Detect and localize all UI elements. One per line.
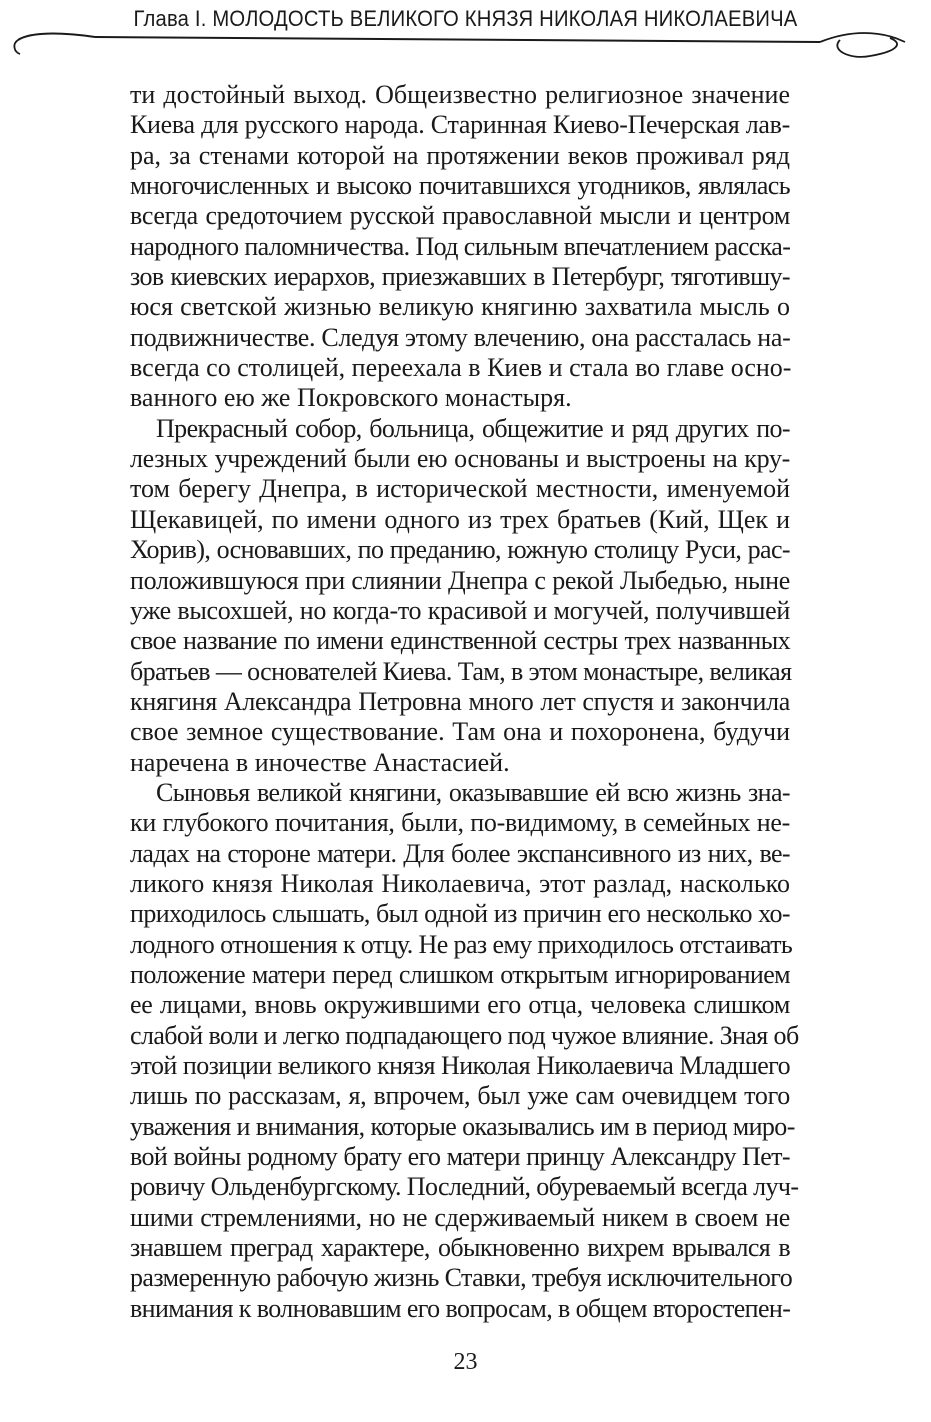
text-line: Киева для русского народа. Старинная Киево-Печерская лав- (130, 110, 790, 140)
text-line: знавшем преград характере, обыкновенно вихрем врывался в (130, 1233, 790, 1263)
text-line: положение матери перед слишком открытым игнорированием (130, 959, 790, 989)
text-line: зов киевских иерархов, приезжавших в Петербург, тяготившу- (130, 262, 790, 292)
paragraph-2 (130, 414, 790, 778)
text-line: приходилось слышать, был одной из причин его несколько хо- (130, 899, 790, 929)
text-line: вой войны родному брату его матери принцу Александру Пет- (130, 1142, 790, 1172)
text-line: шими стремлениями, но не сдерживаемый никем в своем не (130, 1202, 790, 1232)
text-line: юся светской жизнью великую княгиню захватила мысль о (130, 292, 790, 322)
text-line: Хорив), основавших, по преданию, южную столицу Руси, рас- (130, 535, 790, 565)
text-line: ее лицами, вновь окружившими его отца, человека слишком (130, 990, 790, 1020)
chapter-title: Глава I. МОЛОДОСТЬ ВЕЛИКОГО КНЯЗЯ НИКОЛАЯ НИКОЛАЕВИЧА (133, 6, 798, 31)
text-line: братьев — основателей Киева. Там, в этом монастыре, великая (130, 656, 792, 686)
body-text (130, 80, 799, 1324)
text-line: ровичу Ольденбургскому. Последний, обуреваемый всегда луч- (130, 1172, 799, 1202)
paragraph-3 (130, 777, 799, 1324)
text-line: народного паломничества. Под сильным впечатлением расска- (130, 231, 791, 261)
text-line: внимания к волновавшим его вопросам, в общем второстепен- (130, 1293, 791, 1323)
page-number: 23 (453, 1349, 478, 1375)
text-line: всегда со столицей, переехала в Киев и стала во главе осно- (130, 353, 792, 383)
text-line: Сыновья великой княгини, оказывавшие ей всю жизнь зна- (156, 777, 790, 807)
text-line: уже высохшей, но когда-то красивой и могучей, получившей (130, 595, 790, 625)
text-line: размеренную рабочую жизнь Ставки, требуя исключительного (130, 1263, 793, 1293)
text-line: ки глубокого почитания, были, по-видимому, в семейных не- (130, 808, 790, 838)
text-line: ванного ею же Покровского монастыря. (130, 383, 572, 413)
text-line: всегда средоточием русской православной мысли и центром (130, 201, 790, 231)
text-line: том берегу Днепра, в исторической местности, именуемой (130, 474, 790, 504)
text-line: подвижничестве. Следуя этому влечению, она рассталась на- (130, 322, 791, 352)
text-line: лишь по рассказам, я, впрочем, был уже сам очевидцем того (130, 1081, 790, 1111)
text-line: слабой воли и легко подпадающего под чужое влияние. Зная об (130, 1020, 799, 1050)
text-line: многочисленных и высоко почитавшихся угодников, являлась (130, 171, 790, 201)
header-ornament-rule (0, 28, 931, 68)
text-line: княгиня Александра Петровна много лет спустя и закончила (130, 686, 790, 716)
text-line: свое название по имени единственной сестры трех названных (130, 626, 790, 656)
text-line: свое земное существование. Там она и похоронена, будучи (130, 717, 790, 747)
text-line: Щекавицей, по имени одного из трех братьев (Кий, Щек и (130, 504, 790, 534)
text-line: ти достойный выход. Общеизвестно религиозное значение (130, 80, 790, 109)
text-line: лодного отношения к отцу. Не раз ему приходилось отстаивать (130, 929, 793, 959)
running-header (0, 0, 931, 80)
text-line: этой позиции великого князя Николая Николаевича Младшего (130, 1051, 790, 1080)
text-line: уважения и внимания, которые оказывались им в период миро- (130, 1111, 795, 1141)
paragraph-1 (130, 80, 790, 414)
text-line: ладах на стороне матери. Для более экспансивного из них, ве- (130, 838, 790, 868)
text-line: лезных учреждений были ею основаны и выстроены на кру- (130, 444, 790, 474)
text-line: ликого князя Николая Николаевича, этот разлад, насколько (130, 868, 790, 898)
text-line: Прекрасный собор, больница, общежитие и ряд других по- (156, 413, 790, 443)
text-line: наречена в иночестве Анастасией. (130, 747, 510, 777)
text-line: ра, за стенами которой на протяжении веков проживал ряд (130, 140, 790, 170)
text-line: положившуюся при слиянии Днепра с рекой Лыбедью, ныне (130, 565, 790, 595)
